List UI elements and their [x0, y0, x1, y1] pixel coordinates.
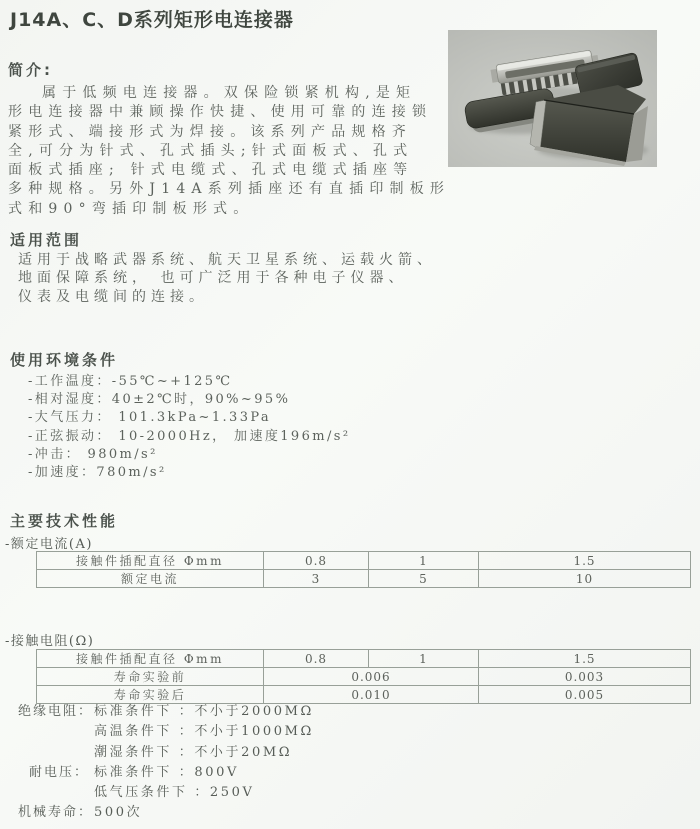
intro-line: 属于低频电连接器。双保险锁紧机构,是矩: [42, 85, 417, 101]
page-title: J14A、C、D系列矩形电连接器: [10, 9, 294, 31]
spec-label: 绝缘电阻：: [18, 704, 94, 719]
table-cell: 接触件插配直径 Φmm: [37, 552, 264, 570]
spec-label: [18, 743, 94, 763]
spec-row-insulation-resistance: [18, 702, 314, 722]
table-cell: 0.8: [264, 650, 369, 668]
spec-row-withstand-voltage: [18, 763, 314, 783]
spec-label: [18, 783, 94, 803]
table-cell: 寿命实验前: [37, 668, 264, 686]
table-cell: 10: [479, 570, 691, 588]
table-cell: 寿命实验后: [37, 686, 264, 704]
spec-row-withstand-low-pressure: [18, 783, 314, 803]
table-cell: 0.006: [264, 668, 479, 686]
env-item-shock: -冲击： 980m/s²: [28, 446, 158, 462]
table-row: [37, 570, 691, 588]
spec-label: 耐电压：: [29, 764, 90, 780]
contact-resistance-table: [36, 649, 691, 704]
perf-heading: 主要技术性能: [10, 512, 119, 530]
contact-resistance-label: -接触电阻(Ω): [5, 634, 95, 649]
table-cell: 1: [369, 650, 479, 668]
table-row: [37, 668, 691, 686]
spec-value: 标准条件下 ：800V: [94, 764, 239, 780]
spec-value: 标准条件下 ：不小于2000MΩ: [94, 704, 314, 719]
env-item-air-pressure: -大气压力： 101.3kPa~1.33Pa: [28, 410, 272, 426]
connector-product-photo: [448, 30, 657, 167]
intro-line: 式和90°弯插印制板形式。: [8, 200, 254, 217]
intro-paragraph: [8, 84, 454, 219]
table-cell: 1.5: [479, 552, 691, 570]
spec-value: 低气压条件下 ：250V: [94, 785, 255, 801]
spec-row-insulation-high-temp: [18, 722, 314, 742]
table-cell: 3: [264, 570, 369, 588]
scope-line: 地面保障系统， 也可广泛用于各种电子仪器、: [18, 270, 408, 287]
table-row: [37, 650, 691, 668]
intro-line: 面板式插座; 针式电缆式、孔式电缆式插座等: [8, 162, 414, 179]
scope-line: 适用于战略武器系统、航天卫星系统、运载火箭、: [18, 252, 436, 268]
env-item-acceleration: -加速度：780m/s²: [28, 465, 167, 481]
table-cell: 0.010: [264, 686, 479, 704]
spec-label: 机械寿命：: [18, 805, 94, 821]
spec-value: 500次: [94, 805, 143, 821]
env-conditions-list: [28, 373, 350, 482]
table-cell: 1.5: [479, 650, 691, 668]
intro-line: 紧形式、端接形式为焊接。该系列产品规格齐: [8, 123, 412, 140]
table-cell: 1: [369, 552, 479, 570]
table-cell: 接触件插配直径 Φmm: [37, 650, 264, 668]
env-heading: 使用环境条件: [10, 351, 119, 369]
spec-label: [18, 722, 94, 742]
env-item-operating-temperature: -工作温度：-55℃~+125℃: [28, 374, 233, 389]
scope-paragraph: [18, 251, 458, 306]
env-item-sine-vibration: -正弦振动： 10-2000Hz， 加速度196m/s²: [28, 428, 351, 444]
product-photo: [448, 30, 657, 167]
table-row: [37, 686, 691, 704]
intro-line: 形电连接器中兼顾操作快捷、使用可靠的连接锁: [8, 104, 433, 121]
electrical-specs-list: [18, 702, 314, 824]
table-cell: 0.005: [479, 686, 691, 704]
spec-value: 潮湿条件下 ：不小于20MΩ: [94, 744, 293, 760]
intro-line: 多种规格。另外J14A系列插座还有直插印制板形: [8, 181, 451, 198]
intro-heading: 简介:: [8, 61, 53, 79]
intro-line: 全,可分为针式、孔式插头;针式面板式、孔式: [8, 142, 414, 159]
table-cell: 0.8: [264, 552, 369, 570]
table-cell: 5: [369, 570, 479, 588]
scope-heading: 适用范围: [10, 231, 83, 249]
table-row: [37, 552, 691, 570]
table-cell: 额定电流: [37, 570, 264, 588]
spec-row-insulation-humid: [18, 743, 314, 763]
scope-line: 仪表及电缆间的连接。: [18, 288, 208, 305]
rated-current-label: -额定电流(A): [5, 537, 93, 552]
spec-row-mechanical-life: [18, 803, 314, 823]
env-item-relative-humidity: -相对湿度：40±2℃时，90%~95%: [28, 392, 291, 408]
table-cell: 0.003: [479, 668, 691, 686]
rated-current-table: [36, 551, 691, 588]
spec-value: 高温条件下 ：不小于1000MΩ: [94, 724, 314, 740]
